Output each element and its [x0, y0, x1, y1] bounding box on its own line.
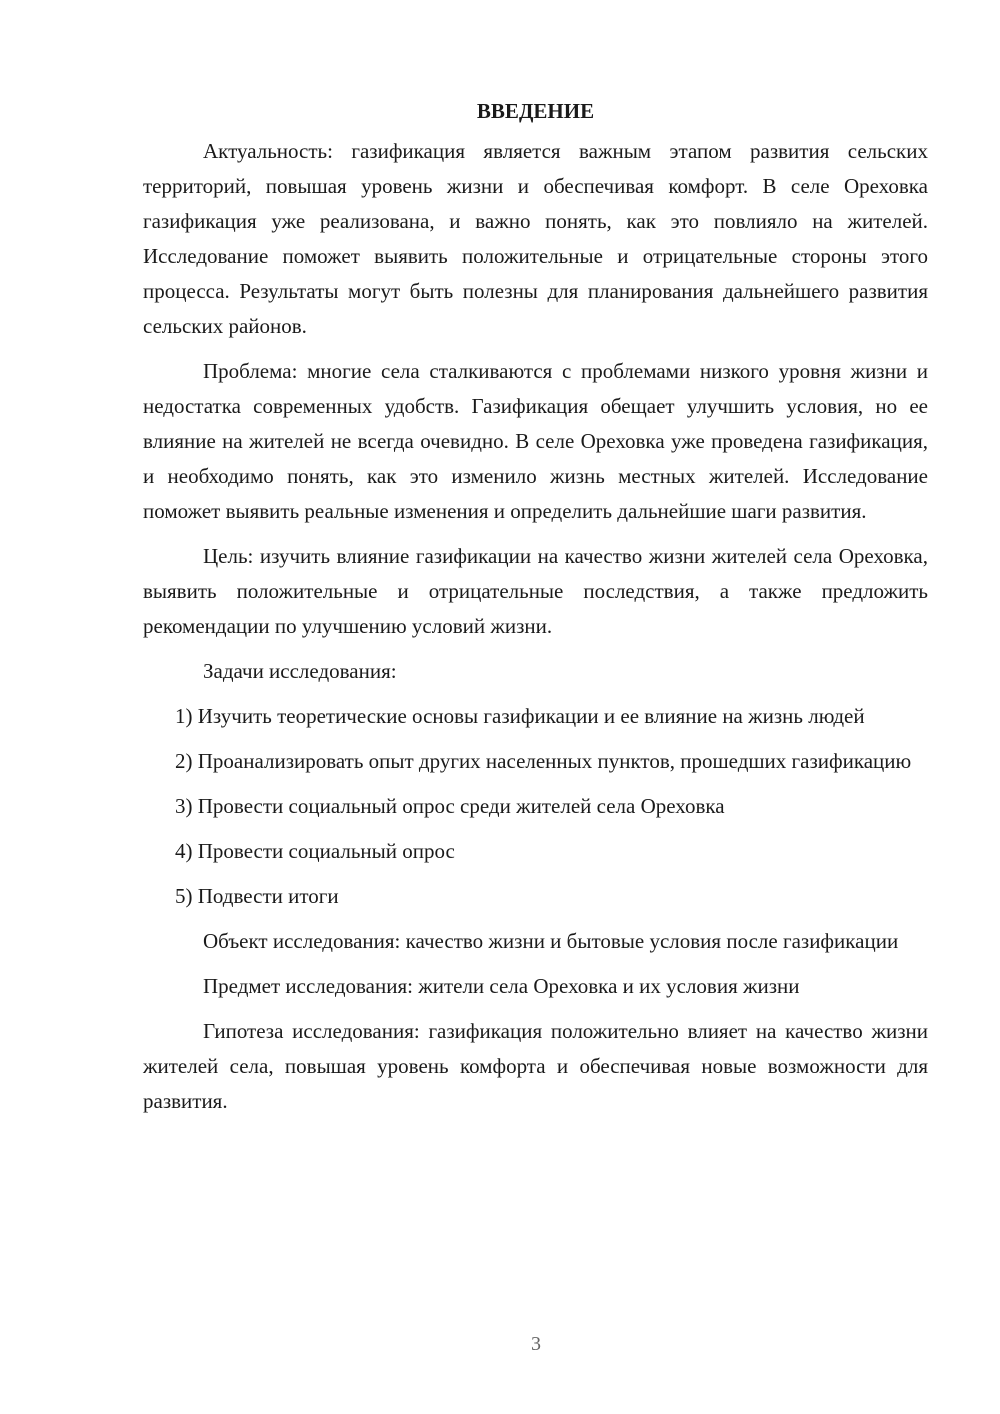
task-item-2: 2) Проанализировать опыт других населенных пунктов, прошедших газификацию — [175, 749, 912, 773]
task-item-3: 3) Провести социальный опрос среди жителей села Ореховка — [175, 794, 725, 818]
problem-paragraph: Проблема: многие села сталкиваются с проблемами низкого уровня жизни и недостатка современных удобств. Газификация обещает улучшить условия, но ее влияние на жителей не всегда очевидно. В селе Ореховка уже проведена газификация, и необходимо понять, как это изменило жизнь местных жителей. Исследование поможет выявить реальные изменения и определить дальнейшие шаги развития. — [143, 359, 928, 523]
page-title: ВВЕДЕНИЕ — [476, 99, 595, 123]
task-item-1: 1) Изучить теоретические основы газификации и ее влияние на жизнь людей — [175, 704, 865, 728]
document-page — [143, 96, 928, 1129]
task-item-4: 4) Провести социальный опрос — [175, 839, 455, 863]
tasks-heading: Задачи исследования: — [203, 659, 397, 683]
subject-paragraph: Предмет исследования: жители села Ореховка и их условия жизни — [203, 974, 800, 998]
relevance-paragraph: Актуальность: газификация является важным этапом развития сельских территорий, повышая уровень жизни и обеспечивая комфорт. В селе Ореховка газификация уже реализована, и важно понять, как это повлияло на жителей. Исследование поможет выявить положительные и отрицательные стороны этого процесса. Результаты могут быть полезны для планирования дальнейшего развития сельских районов. — [143, 139, 928, 338]
task-item-5: 5) Подвести итоги — [175, 884, 339, 908]
object-paragraph: Объект исследования: качество жизни и бытовые условия после газификации — [203, 929, 899, 953]
goal-paragraph: Цель: изучить влияние газификации на качество жизни жителей села Ореховка, выявить положительные и отрицательные последствия, а также предложить рекомендации по улучшению условий жизни. — [143, 544, 928, 638]
hypothesis-paragraph: Гипотеза исследования: газификация положительно влияет на качество жизни жителей села, повышая уровень комфорта и обеспечивая новые возможности для развития. — [143, 1019, 928, 1113]
page-number: 3 — [531, 1333, 541, 1355]
